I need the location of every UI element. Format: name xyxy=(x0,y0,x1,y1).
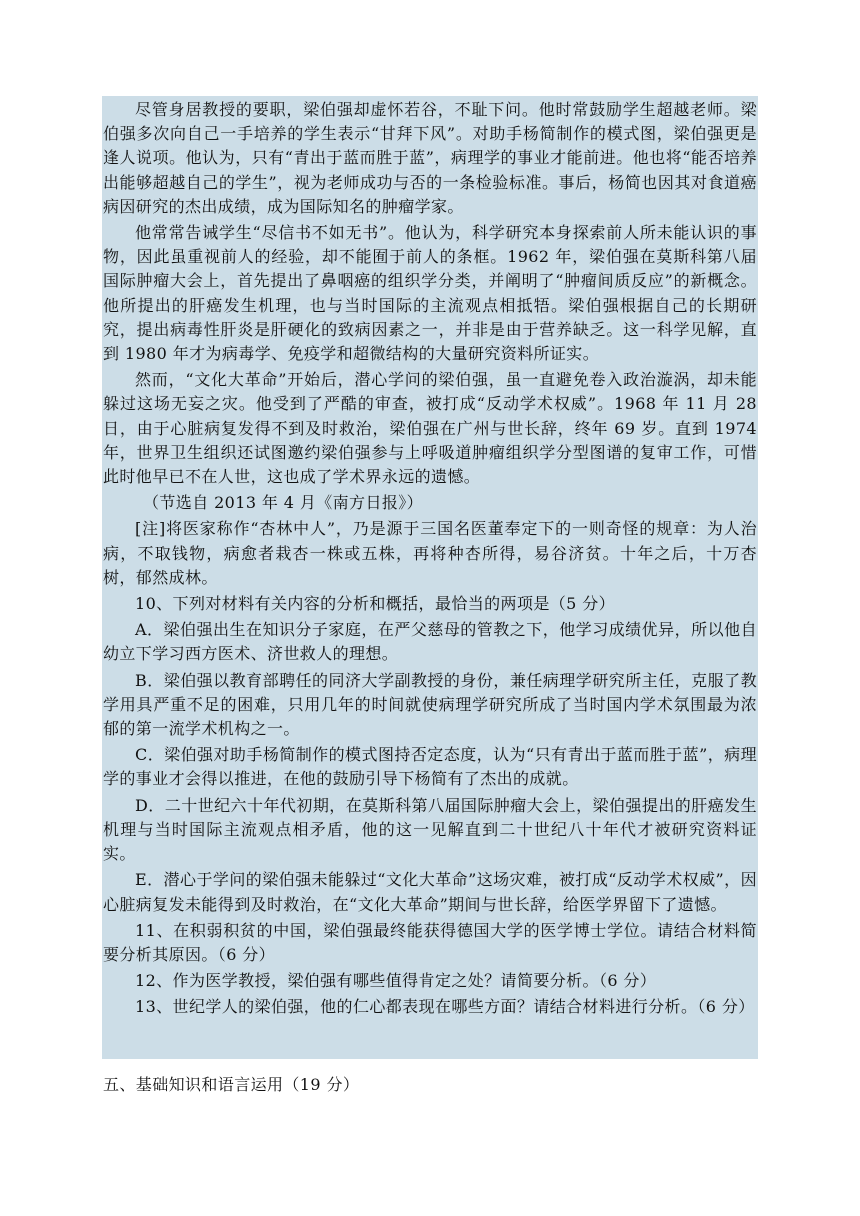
question-10-option-c: C．梁伯强对助手杨简制作的模式图持否定态度，认为“只有青出于蓝而胜于蓝”，病理学的事业才会得以推进，在他的鼓励引导下杨简有了杰出的成就。 xyxy=(103,745,757,789)
question-10-stem: 10、下列对材料有关内容的分析和概括，最恰当的两项是（5 分） xyxy=(135,594,616,614)
passage-paragraph: 然而，“文化大革命”开始后，潜心学问的梁伯强，虽一直避免卷入政治漩涡，却未能躲过这场无妄之灾。他受到了严酷的审查，被打成“反动学术权威”。1968 年 11 月 28 日，由于心脏病复发得不到及时救治，梁伯强在广州与世长辞，终年 69 岁。直到 1974 年，世界卫生组织还试图邀约梁伯强参与上呼吸道肿瘤组织学分型图谱的复审工作，可惜此时他早已不在人世，这也成了学术界永远的遗憾。 xyxy=(103,370,757,487)
passage-paragraph: 他常常告诫学生“尽信书不如无书”。他认为，科学研究本身探索前人所未能认识的事物，因此虽重视前人的经验，却不能囿于前人的条框。1962 年，梁伯强在莫斯科第八届国际肿瘤大会上，首先提出了鼻咽癌的组织学分类，并阐明了“肿瘤间质反应”的新概念。他所提出的肝癌发生机理，也与当时国际的主流观点相抵牾。梁伯强根据自己的长期研究，提出病毒性肝炎是肝硬化的致病因素之一，并非是由于营养缺乏。这一科学见解，直到 1980 年才为病毒学、免疫学和超微结构的大量研究资料所证实。 xyxy=(103,223,757,364)
question-10-option-b: B．梁伯强以教育部聘任的同济大学副教授的身份，兼任病理学研究所主任，克服了教学用具严重不足的困难，只用几年的时间就使病理学研究所成了当时国内学术氛围最为浓郁的第一流学术机构之一。 xyxy=(103,670,757,739)
question-10-option-a: A．梁伯强出生在知识分子家庭，在严父慈母的管教之下，他学习成绩优异，所以他自幼立下学习西方医术、济世救人的理想。 xyxy=(103,620,757,664)
reading-passage xyxy=(103,98,757,1022)
question-12: 12、作为医学教授，梁伯强有哪些值得肯定之处？请简要分析。（6 分） xyxy=(135,971,657,991)
source-citation: （节选自 2013 年 4 月《南方日报》） xyxy=(143,493,424,513)
question-11: 11、在积弱积贫的中国，梁伯强最终能获得德国大学的医学博士学位。请结合材料简要分析其原因。（6 分） xyxy=(103,920,757,964)
question-10-option-e: E．潜心于学问的梁伯强未能躲过“文化大革命”这场灾难，被打成“反动学术权威”，因心脏病复发未能得到及时救治，在“文化大革命”期间与世长辞，给医学界留下了遗憾。 xyxy=(103,870,757,914)
passage-paragraph: 尽管身居教授的要职，梁伯强却虚怀若谷，不耻下问。他时常鼓励学生超越老师。梁伯强多次向自己一手培养的学生表示“甘拜下风”。对助手杨简制作的模式图，梁伯强更是逢人说项。他认为，只有“青出于蓝而胜于蓝”，病理学的事业才能前进。他也将“能否培养出能够超越自己的学生”，视为老师成功与否的一条检验标准。事后，杨简也因其对食道癌病因研究的杰出成绩，成为国际知名的肿瘤学家。 xyxy=(103,100,757,216)
section-heading: 五、基础知识和语言运用（19 分） xyxy=(103,1075,360,1094)
question-13: 13、世纪学人的梁伯强，他的仁心都表现在哪些方面？请结合材料进行分析。（6 分） xyxy=(135,997,755,1017)
question-10-option-d: D．二十世纪六十年代初期，在莫斯科第八届国际肿瘤大会上，梁伯强提出的肝癌发生机理与当时国际主流观点相矛盾，他的这一见解直到二十世纪八十年代才被研究资料证实。 xyxy=(103,795,757,864)
annotation-note: [注]将医家称作“杏林中人”，乃是源于三国名医董奉定下的一则奇怪的规章：为人治病，不取钱物，病愈者栽杏一株或五株，再将种杏所得，易谷济贫。十年之后，十万杏树，郁然成林。 xyxy=(103,519,757,587)
